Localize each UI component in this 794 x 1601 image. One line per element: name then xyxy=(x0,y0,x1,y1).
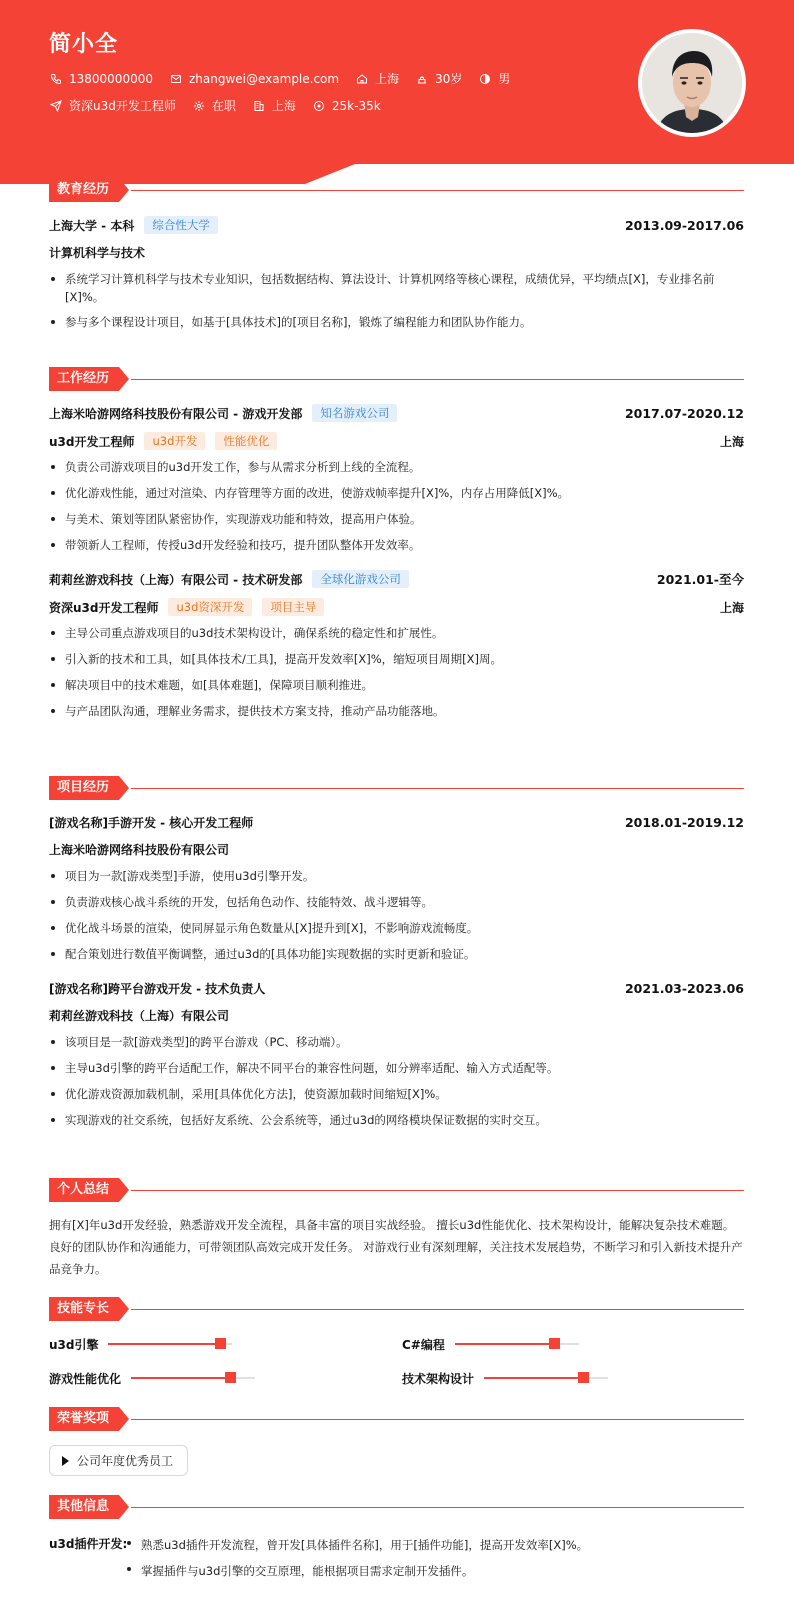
section-header xyxy=(49,1297,744,1321)
list-item: 掌握插件与u3d引擎的交互原理，能根据项目需求定制开发插件。 xyxy=(125,1560,744,1582)
list-item: 负责游戏核心战斗系统的开发，包括角色动作、技能特效、战斗逻辑等。 xyxy=(49,893,744,911)
salary-info xyxy=(312,99,381,113)
send-icon xyxy=(49,99,63,113)
section-title: 工作经历 xyxy=(49,367,119,391)
company-tag: 全球化游戏公司 xyxy=(312,570,409,588)
section-title: 教育经历 xyxy=(49,178,119,202)
job-date: 2021.01-至今 xyxy=(656,572,744,587)
list-item: 解决项目中的技术难题，如[具体难题]，保障项目顺利推进。 xyxy=(49,676,744,694)
city-text: 上海 xyxy=(375,72,400,86)
skill-bar-fill xyxy=(455,1343,554,1345)
building-icon xyxy=(252,99,266,113)
project-name: [游戏名称]手游开发 - 核心开发工程师 xyxy=(49,815,254,830)
work-status-info xyxy=(192,97,236,114)
section-divider xyxy=(131,379,744,380)
skill-item xyxy=(402,1336,579,1352)
list-item: 系统学习计算机科学与技术专业知识，包括数据结构、算法设计、计算机网络等核心课程，成绩优异，平均绩点[X]，专业排名前[X]%。 xyxy=(49,270,744,306)
awards-section xyxy=(49,1407,744,1476)
role-tag: 项目主导 xyxy=(262,598,324,616)
status-icon xyxy=(192,99,206,113)
other-info-row xyxy=(49,1533,744,1582)
project-date: 2018.01-2019.12 xyxy=(624,814,744,830)
skill-bar-fill xyxy=(108,1343,220,1345)
job-bullets xyxy=(49,458,744,554)
job-entry xyxy=(49,570,744,720)
role-tag: u3d开发 xyxy=(144,432,205,450)
section-title: 其他信息 xyxy=(49,1495,119,1519)
age-info xyxy=(415,70,462,87)
skill-item xyxy=(49,1336,232,1352)
job-date: 2017.07-2020.12 xyxy=(624,405,744,421)
gender-info xyxy=(478,70,510,87)
job-intent-row xyxy=(49,97,397,114)
section-divider xyxy=(131,1190,744,1191)
company-name: 上海米哈游网络科技股份有限公司 - 游戏开发部 xyxy=(49,406,303,421)
list-item: 该项目是一款[游戏类型]的跨平台游戏（PC、移动端）。 xyxy=(49,1033,744,1051)
skill-bar xyxy=(108,1343,232,1345)
email-info xyxy=(169,72,339,86)
job-role: u3d开发工程师 xyxy=(49,434,135,449)
job-company-row xyxy=(49,570,744,588)
education-bullets xyxy=(49,270,744,331)
award-label: 公司年度优秀员工 xyxy=(77,1454,174,1468)
avatar xyxy=(638,29,746,137)
role-tag: u3d资深开发 xyxy=(168,598,252,616)
mail-icon xyxy=(169,72,183,86)
other-section xyxy=(49,1495,744,1582)
skill-bar xyxy=(131,1377,255,1379)
skill-bar xyxy=(484,1377,608,1379)
list-item: 实现游戏的社交系统，包括好友系统、公会系统等，通过u3d的网络模块保证数据的实时交互。 xyxy=(49,1111,744,1129)
list-item: 优化游戏性能，通过对渲染、内存管理等方面的改进，使游戏帧率提升[X]%，内存占用降低[X]%。 xyxy=(49,484,744,502)
list-item: 优化战斗场景的渲染，使同屏显示角色数量从[X]提升到[X]，不影响游戏流畅度。 xyxy=(49,919,744,937)
phone-text: 13800000000 xyxy=(69,71,153,86)
skill-label: u3d引擎 xyxy=(49,1337,99,1352)
award-item[interactable] xyxy=(49,1445,188,1476)
skill-bar-knob xyxy=(225,1372,236,1383)
list-item: 负责公司游戏项目的u3d开发工作，参与从需求分析到上线的全流程。 xyxy=(49,458,744,476)
project-company: 莉莉丝游戏科技（上海）有限公司 xyxy=(49,1009,230,1023)
section-title: 项目经历 xyxy=(49,776,119,800)
skill-label: 技术架构设计 xyxy=(402,1371,475,1386)
salary-icon xyxy=(312,99,326,113)
target-city-text: 上海 xyxy=(271,99,296,113)
role-tag: 性能优化 xyxy=(215,432,277,450)
section-title: 个人总结 xyxy=(49,1178,119,1202)
project-company: 上海米哈游网络科技股份有限公司 xyxy=(49,843,230,857)
skill-label: C#编程 xyxy=(402,1337,445,1352)
resume-header xyxy=(0,0,794,184)
project-name: [游戏名称]跨平台游戏开发 - 技术负责人 xyxy=(49,981,266,996)
work-status-text: 在职 xyxy=(211,99,236,113)
section-title: 荣誉奖项 xyxy=(49,1407,119,1431)
project-entry xyxy=(49,813,744,963)
age-text: 30岁 xyxy=(435,72,463,86)
project-entry xyxy=(49,979,744,1129)
skill-bar xyxy=(455,1343,579,1345)
other-label: u3d插件开发: xyxy=(49,1537,128,1551)
job-location: 上海 xyxy=(719,434,744,449)
phone-icon xyxy=(49,72,63,86)
project-bullets xyxy=(49,1033,744,1129)
section-divider xyxy=(131,1309,744,1310)
job-role: 资深u3d开发工程师 xyxy=(49,600,159,615)
project-header-row xyxy=(49,979,744,997)
job-role-row xyxy=(49,432,744,450)
city-info xyxy=(355,70,399,87)
major: 计算机科学与技术 xyxy=(49,246,146,260)
job-entry xyxy=(49,404,744,554)
age-icon xyxy=(415,72,429,86)
project-header-row xyxy=(49,813,744,831)
email-text: zhangwei@example.com xyxy=(188,71,340,86)
list-item: 项目为一款[游戏类型]手游，使用u3d引擎开发。 xyxy=(49,867,744,885)
section-header xyxy=(49,367,744,391)
list-item: 带领新人工程师，传授u3d开发经验和技巧，提升团队整体开发效率。 xyxy=(49,536,744,554)
section-header xyxy=(49,1495,744,1519)
list-item: 引入新的技术和工具，如[具体技术/工具]，提高开发效率[X]%，缩短项目周期[X]周。 xyxy=(49,650,744,668)
work-section xyxy=(49,367,744,720)
job-location: 上海 xyxy=(719,600,744,615)
skill-item xyxy=(402,1370,608,1386)
list-item: 配合策划进行数值平衡调整，通过u3d的[具体功能]实现数据的实时更新和验证。 xyxy=(49,945,744,963)
target-city-info xyxy=(252,97,296,114)
play-icon xyxy=(62,1456,69,1466)
skill-bar-knob xyxy=(549,1338,560,1349)
section-header xyxy=(49,178,744,202)
salary-text: 25k-35k xyxy=(331,98,381,113)
section-title: 技能专长 xyxy=(49,1297,119,1321)
contact-row xyxy=(49,70,526,87)
summary-text: 拥有[X]年u3d开发经验，熟悉游戏开发全流程，具备丰富的项目实战经验。 擅长u3d性能优化、技术架构设计，能解决复杂技术难题。 良好的团队协作和沟通能力，可带领团队高效完成开发任务。 对游戏行业有深刻理解，关注技术发展趋势，不断学习和引入新技术提升产品竞争力。 xyxy=(49,1218,743,1276)
section-header xyxy=(49,1178,744,1202)
school-tag: 综合性大学 xyxy=(144,216,218,234)
section-header xyxy=(49,1407,744,1431)
list-item: 主导u3d引擎的跨平台适配工作，解决不同平台的兼容性问题，如分辨率适配、输入方式适配等。 xyxy=(49,1059,744,1077)
list-item: 与产品团队沟通，理解业务需求，提供技术方案支持，推动产品功能落地。 xyxy=(49,702,744,720)
project-bullets xyxy=(49,867,744,963)
home-icon xyxy=(355,72,369,86)
job-company-row xyxy=(49,404,744,422)
projects-section xyxy=(49,776,744,1129)
section-divider xyxy=(131,190,744,191)
section-header xyxy=(49,776,744,800)
gender-text: 男 xyxy=(498,72,511,86)
company-name: 莉莉丝游戏科技（上海）有限公司 - 技术研发部 xyxy=(49,572,303,587)
school-name: 上海大学 - 本科 xyxy=(49,218,135,233)
skill-bar-knob xyxy=(578,1372,589,1383)
target-position-info xyxy=(49,97,176,114)
other-bullets xyxy=(125,1534,744,1582)
education-section xyxy=(49,178,744,331)
avatar-photo xyxy=(642,33,742,133)
skills-section xyxy=(49,1297,744,1387)
skill-bar-knob xyxy=(215,1338,226,1349)
skill-bar-fill xyxy=(484,1377,583,1379)
skill-bar-fill xyxy=(131,1377,230,1379)
gender-icon xyxy=(478,72,492,86)
skill-item xyxy=(49,1370,255,1386)
summary-section xyxy=(49,1178,744,1280)
candidate-name: 简小全 xyxy=(49,32,119,57)
list-item: 优化游戏资源加载机制，采用[具体优化方法]，使资源加载时间缩短[X]%。 xyxy=(49,1085,744,1103)
skill-label: 游戏性能优化 xyxy=(49,1371,122,1386)
list-item: 熟悉u3d插件开发流程，曾开发[具体插件名称]，用于[插件功能]，提高开发效率[X]%。 xyxy=(125,1534,744,1556)
job-bullets xyxy=(49,624,744,720)
list-item: 主导公司重点游戏项目的u3d技术架构设计，确保系统的稳定性和扩展性。 xyxy=(49,624,744,642)
section-divider xyxy=(131,1419,744,1420)
job-role-row xyxy=(49,598,744,616)
section-divider xyxy=(131,788,744,789)
list-item: 参与多个课程设计项目，如基于[具体技术]的[项目名称]，锻炼了编程能力和团队协作能力。 xyxy=(49,313,744,331)
education-date: 2013.09-2017.06 xyxy=(624,217,744,233)
list-item: 与美术、策划等团队紧密协作，实现游戏功能和特效，提高用户体验。 xyxy=(49,510,744,528)
project-date: 2021.03-2023.06 xyxy=(624,980,744,996)
phone-info xyxy=(49,72,153,86)
education-header-row xyxy=(49,216,744,234)
company-tag: 知名游戏公司 xyxy=(312,404,397,422)
section-divider xyxy=(131,1507,744,1508)
target-position-text: 资深u3d开发工程师 xyxy=(69,99,176,113)
